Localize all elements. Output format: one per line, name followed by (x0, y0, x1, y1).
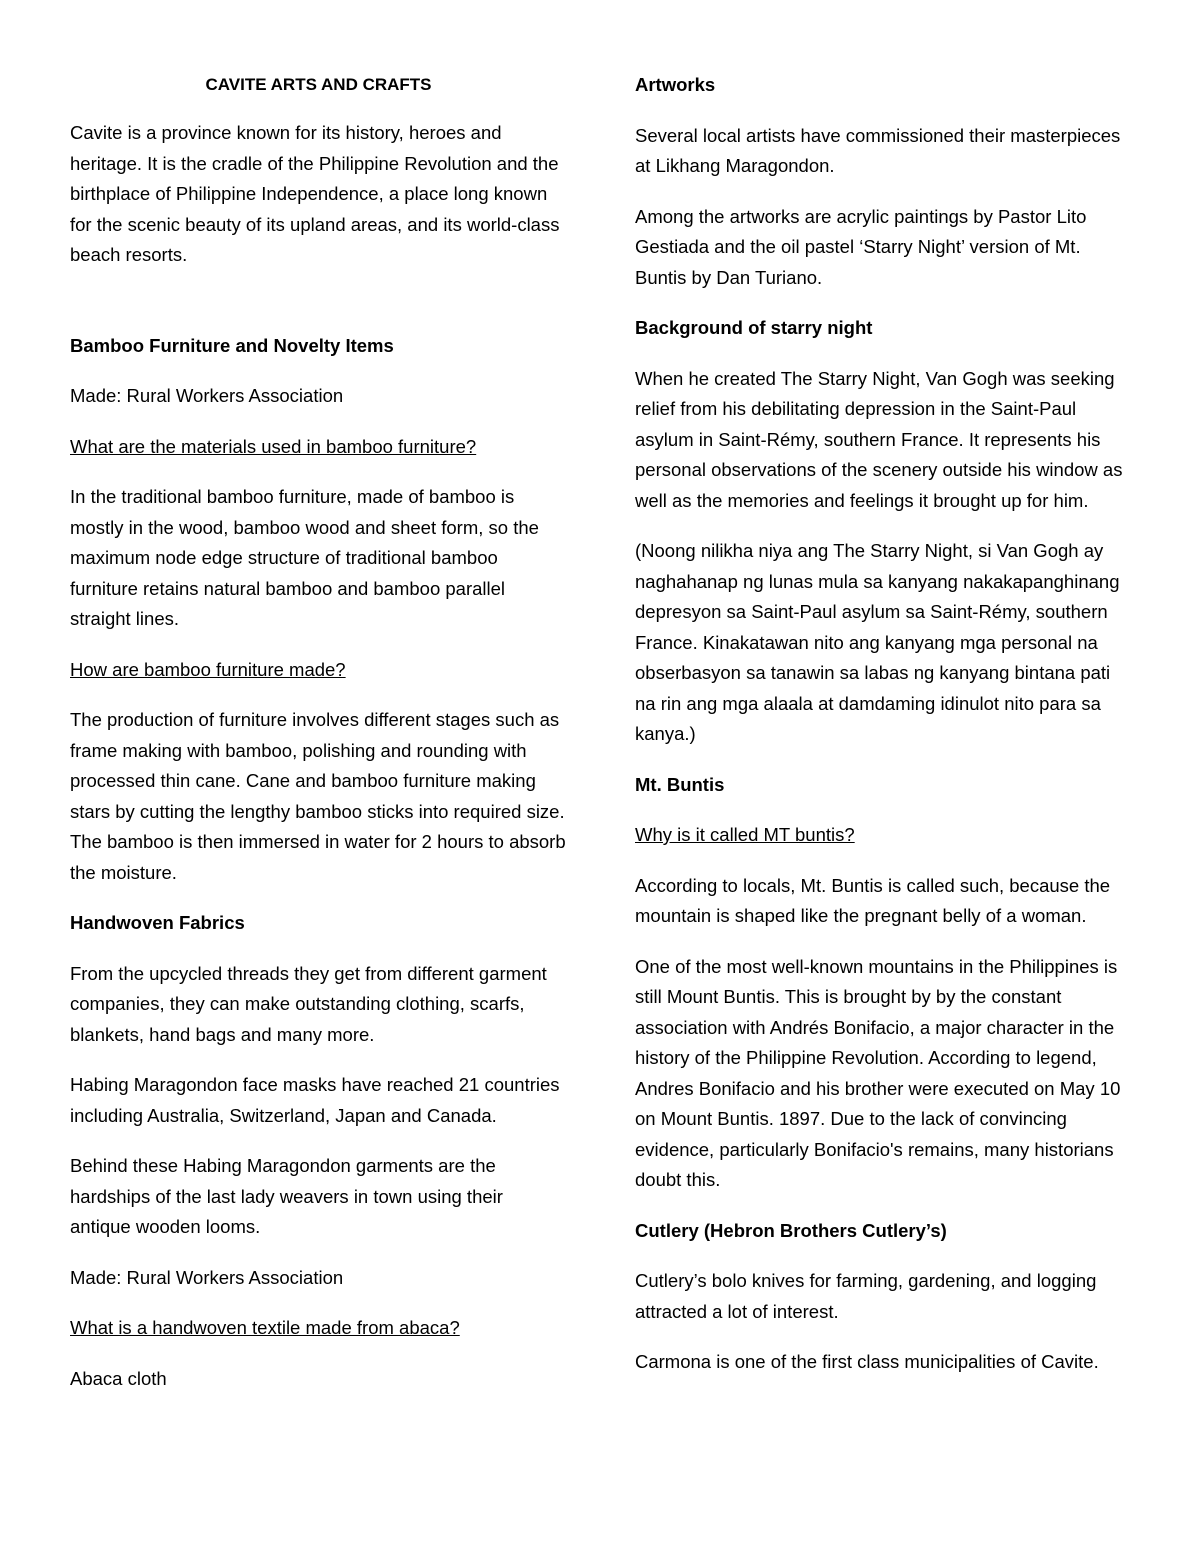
starry-night-paragraph-english: When he created The Starry Night, Van Gogh was seeking relief from his debilitating depression in the Saint-Paul asylum in Saint-Rémy, southern France. It represents his personal observations of the scenery outside his window as well as the memories and feelings it brought up for him. (635, 367, 1123, 511)
fabrics-heading: Handwoven Fabrics (70, 912, 245, 933)
mt-buntis-question: Why is it called MT buntis? (635, 824, 855, 845)
fabrics-paragraph-weavers: Behind these Habing Maragondon garments are the hardships of the last lady weavers in town using their antique wooden looms. (70, 1155, 503, 1237)
bamboo-made-by: Made: Rural Workers Association (70, 385, 344, 406)
bamboo-heading: Bamboo Furniture and Novelty Items (70, 334, 394, 356)
artworks-heading: Artworks (635, 74, 716, 95)
fabrics-paragraph-threads: From the upcycled threads they get from different garment companies, they can make outstanding clothing, scarfs, blankets, hand bags and many more. (70, 962, 547, 1045)
document-title: CAVITE ARTS AND CRAFTS (205, 75, 432, 94)
fabrics-paragraph-masks: Habing Maragondon face masks have reached 21 countries including Australia, Switzerland, Japan and Canada. (70, 1074, 560, 1126)
starry-night-heading: Background of starry night (635, 317, 873, 338)
cutlery-heading: Cutlery (Hebron Brothers Cutlery’s) (635, 1219, 947, 1241)
mt-buntis-paragraph-shape: According to locals, Mt. Buntis is called such, because the mountain is shaped like the pregnant belly of a woman. (635, 874, 1111, 926)
artworks-paragraph-paintings: Among the artworks are acrylic paintings by Pastor Lito Gestiada and the oil pastel ‘Starry Night’ version of Mt. Buntis by Dan Turiano. (635, 205, 1087, 288)
mt-buntis-paragraph-history: One of the most well-known mountains in the Philippines is still Mount Buntis. This is brought by by the constant association with Andrés Bonifacio, a major character in the history of the Philippine Revolution. According to legend, Andres Bonifacio and his brother were executed on May 10 on Mount Buntis. 1897. Due to the lack of convincing evidence, particularly Bonifacio's remains, many historians doubt this. (635, 955, 1121, 1190)
mt-buntis-heading: Mt. Buntis (635, 773, 725, 795)
fabrics-question-abaca: What is a handwoven textile made from abaca? (70, 1317, 460, 1338)
cutlery-paragraph-carmona: Carmona is one of the first class municipalities of Cavite. (635, 1351, 1099, 1372)
left-column (70, 70, 567, 1414)
bamboo-answer-production: The production of furniture involves different stages such as frame making with bamboo, polishing and rounding with processed thin cane. Cane and bamboo furniture making stars by cutting the lengthy bamboo sticks into required size. The bamboo is then immersed in water for 2 hours to absorb the moisture. (70, 709, 566, 883)
artworks-paragraph-artists: Several local artists have commissioned their masterpieces at Likhang Maragondon. (635, 124, 1121, 176)
cutlery-paragraph-knives: Cutlery’s bolo knives for farming, gardening, and logging attracted a lot of interest. (635, 1270, 1097, 1322)
right-column (635, 70, 1130, 1398)
bamboo-answer-materials: In the traditional bamboo furniture, made of bamboo is mostly in the wood, bamboo wood and sheet form, so the maximum node edge structure of traditional bamboo furniture retains natural bamboo and bamboo parallel straight lines. (70, 486, 539, 629)
intro-paragraph: Cavite is a province known for its history, heroes and heritage. It is the cradle of the Philippine Revolution and the birthplace of Philippine Independence, a place long known for the scenic beauty of its upland areas, and its world-class beach resorts. (70, 122, 560, 265)
starry-night-paragraph-filipino: (Noong nilikha niya ang The Starry Night, si Van Gogh ay naghahanap ng lunas mula sa kanyang nakakapanghinang depresyon sa Saint-Paul asylum sa Saint-Rémy, southern France. Kinakatawan nito ang kanyang mga personal na obserbasyon sa tanawin sa labas ng kanyang bintana pati na rin ang mga alaala at damdaming idinulot nito para sa kanya.) (635, 540, 1120, 744)
bamboo-question-materials: What are the materials used in bamboo furniture? (70, 435, 477, 457)
bamboo-question-production: How are bamboo furniture made? (70, 658, 346, 680)
fabrics-made-by: Made: Rural Workers Association (70, 1266, 344, 1288)
fabrics-answer-abaca: Abaca cloth (70, 1367, 167, 1389)
